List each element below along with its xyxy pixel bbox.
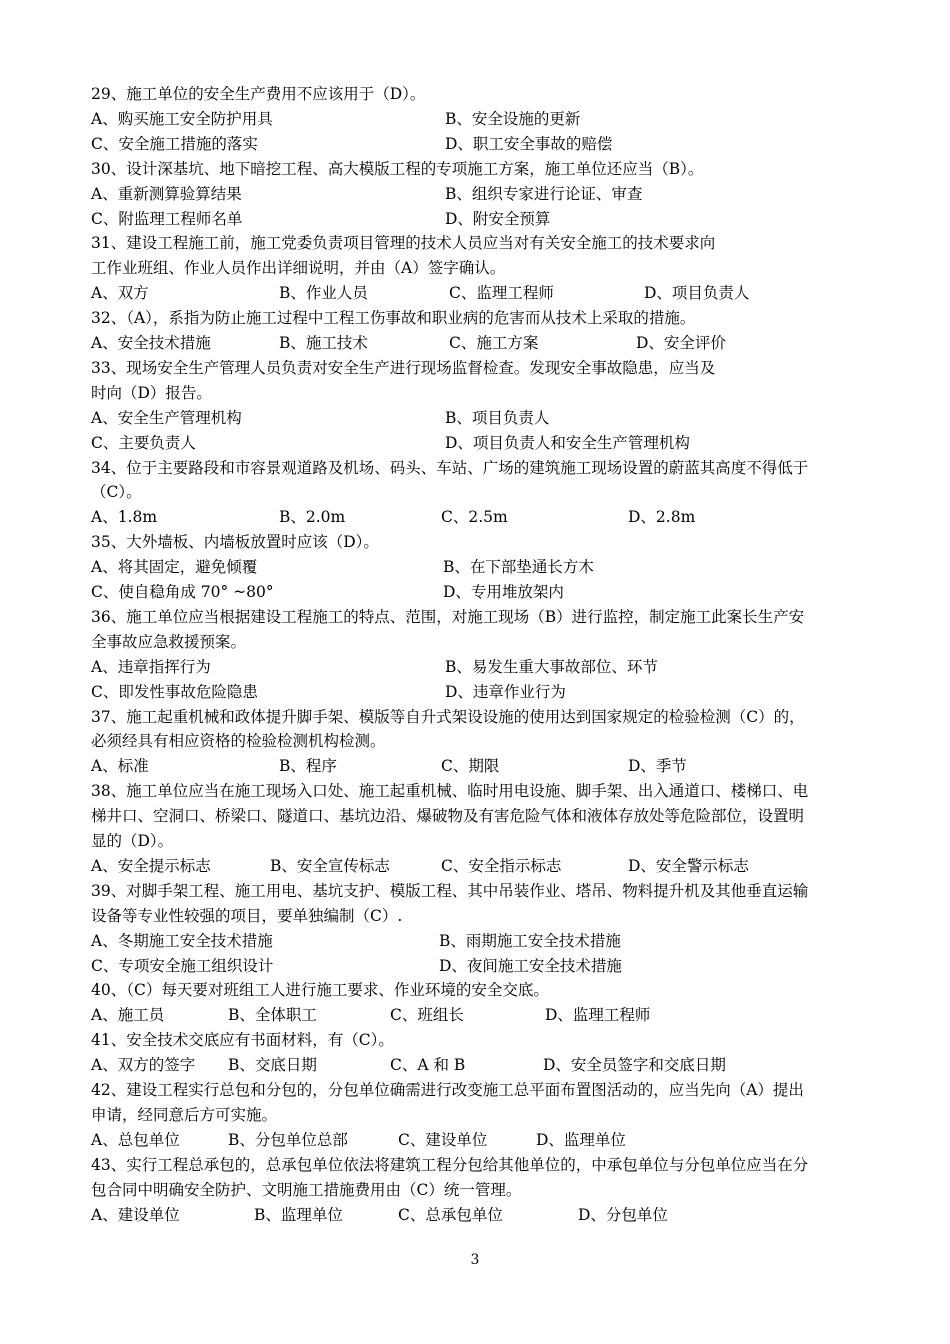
q37-stem-line: 37、施工起重机械和政体提升脚手架、模版等自升式架设设施的使用达到国家规定的检验检测（C）的， [91,707,805,726]
q42-stem-line: 42、建设工程实行总包和分包的，分包单位确需进行改变施工总平面布置图活动的，应当先向（A）提出 [91,1081,804,1099]
q34-option: D、2.8m [628,508,696,527]
q30-option: D、附安全预算 [445,209,551,228]
q33-option: C、主要负责人 [91,433,196,452]
q37-option: C、期限 [441,757,500,776]
q31-option: D、项目负责人 [644,284,750,303]
q29-option: D、职工安全事故的赔偿 [445,134,613,153]
q32-option: C、施工方案 [449,334,539,352]
q40-stem-line: 40、（C）每天要对班组工人进行施工要求、作业环境的安全交底。 [91,981,549,1000]
q31-option: C、监理工程师 [449,284,554,303]
q40-option: B、全体职工 [228,1006,317,1025]
q41-option: C、A 和 B [390,1056,466,1075]
q37-option: A、标准 [91,757,149,776]
q34-stem-line: 34、位于主要路段和市容景观道路及机场、码头、车站、广场的建筑施工现场设置的蔚蓝其高度不得低于 [91,458,809,477]
q43-option: D、分包单位 [578,1205,668,1224]
q29-option: B、安全设施的更新 [445,109,581,128]
q29-option: C、安全施工措施的落实 [91,134,258,153]
q39-option: D、夜间施工安全技术措施 [439,956,622,975]
q33-option: B、项目负责人 [445,408,550,427]
q36-stem-line: 全事故应急救援预案。 [91,632,247,651]
q37-option: B、程序 [279,757,337,776]
q37-option: D、季节 [628,757,687,776]
q29-stem-line: 29、施工单位的安全生产费用不应该用于（D）。 [91,85,426,103]
q31-stem-line: 工作业班组、作业人员作出详细说明，并由（A）签字确认。 [91,259,506,278]
q39-option: A、冬期施工安全技术措施 [91,931,273,950]
q34-option: C、2.5m [441,508,508,527]
q41-stem-line: 41、安全技术交底应有书面材料，有（C）。 [91,1031,394,1050]
q34-option: A、1.8m [91,508,158,527]
q37-stem-line: 必须经具有相应资格的检验检测机构检测。 [91,732,386,751]
q36-option: D、违章作业行为 [445,682,566,701]
q30-option: C、附监理工程师名单 [91,209,243,228]
q29-option: A、购买施工安全防护用具 [91,109,273,128]
q38-option: C、安全指示标志 [441,856,562,875]
q36-stem-line: 36、施工单位应当根据建设工程施工的特点、范围，对施工现场（B）进行监控，制定施工此案长生产安 [91,607,805,626]
q31-option: B、作业人员 [279,284,368,303]
q35-option: D、专用堆放架内 [443,583,564,601]
q32-stem-line: 32、（A），系指为防止施工过程中工程工伤事故和职业病的危害而从技术上采取的措施。 [91,309,696,328]
q42-option: A、总包单位 [91,1130,180,1149]
q38-stem-line: 38、施工单位应当在施工现场入口处、施工起重机械、临时用电设施、脚手架、出入通道口、楼梯口、电 [91,782,809,801]
q43-stem-line: 包合同中明确安全防护、文明施工措施费用由（C）统一管理。 [91,1180,522,1199]
q39-stem-line: 设备等专业性较强的项目，要单独编制（C）. [91,906,403,925]
q38-option: B、安全宣传标志 [270,856,390,875]
q32-option: A、安全技术措施 [91,334,211,352]
q35-option: B、在下部垫通长方木 [443,558,594,577]
q34-option: B、2.0m [279,508,346,527]
q38-option: A、安全提示标志 [91,856,211,875]
q42-option: D、监理单位 [536,1130,626,1149]
q35-option: C、使自稳角成 70° ~80° [91,583,274,601]
page-number: 3 [470,1252,480,1268]
q43-stem-line: 43、实行工程总承包的，总承包单位依法将建筑工程分包给其他单位的，中承包单位与分包单位应当在分 [91,1155,809,1174]
q38-stem-line: 显的（D）。 [91,832,174,850]
q39-option: C、专项安全施工组织设计 [91,956,274,975]
q32-option: D、安全评价 [636,334,726,352]
q38-option: D、安全警示标志 [628,856,749,875]
q33-option: D、项目负责人和安全生产管理机构 [445,433,690,452]
q30-stem-line: 30、设计深基坑、地下暗挖工程、高大模版工程的专项施工方案，施工单位还应当（B）。 [91,159,704,178]
q43-option: A、建设单位 [91,1205,180,1224]
q32-option: B、施工技术 [279,334,368,352]
q41-option: A、双方的签字 [91,1056,196,1075]
q31-option: A、双方 [91,284,149,303]
q42-option: B、分包单位总部 [228,1130,348,1149]
q33-stem-line: 33、现场安全生产管理人员负责对安全生产进行现场监督检查。发现安全事故隐患，应当及 [91,358,716,377]
q31-stem-line: 31、建设工程施工前，施工党委负责项目管理的技术人员应当对有关安全施工的技术要求向 [91,234,716,253]
q42-option: C、建设单位 [398,1130,488,1149]
q30-option: A、重新测算验算结果 [91,184,242,203]
q35-option: A、将其固定，避免倾覆 [91,558,258,577]
q43-option: B、监理单位 [254,1205,343,1224]
q34-stem-line: （C）。 [91,483,142,502]
q41-option: B、交底日期 [228,1056,317,1075]
q38-stem-line: 梯井口、空洞口、桥梁口、隧道口、基坑边沿、爆破物及有害危险气体和液体存放处等危险部位，设置明 [91,807,805,826]
q33-stem-line: 时向（D）报告。 [91,383,212,402]
q41-option: D、安全员签字和交底日期 [543,1056,726,1075]
q36-option: A、违章指挥行为 [91,657,211,676]
q35-stem-line: 35、大外墙板、内墙板放置时应该（D）。 [91,533,379,552]
q43-option: C、总承包单位 [398,1205,503,1224]
q42-stem-line: 申请，经同意后方可实施。 [91,1105,278,1124]
q39-stem-line: 39、对脚手架工程、施工用电、基坑支护、模版工程、其中吊装作业、塔吊、物料提升机及其他垂直运输 [91,881,809,900]
q33-option: A、安全生产管理机构 [91,408,242,427]
q40-option: D、监理工程师 [545,1006,651,1025]
q36-option: C、即发性事故危险隐患 [91,682,258,701]
q40-option: C、班组长 [390,1006,464,1025]
q30-option: B、组织专家进行论证、审查 [445,184,643,203]
q36-option: B、易发生重大事故部位、环节 [445,657,658,676]
q40-option: A、施工员 [91,1006,165,1025]
q39-option: B、雨期施工安全技术措施 [439,931,621,950]
